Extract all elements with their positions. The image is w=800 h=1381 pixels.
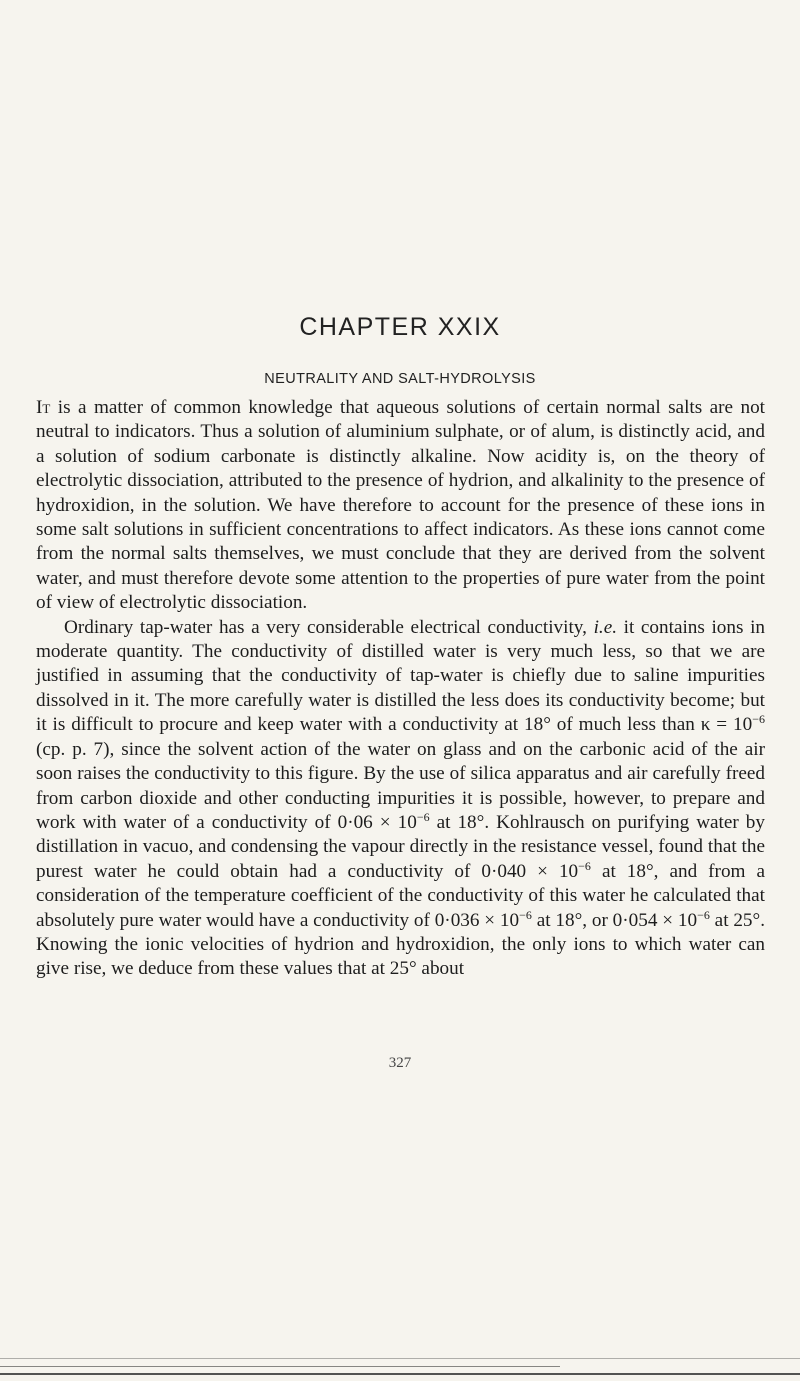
exponent: −6	[578, 858, 591, 873]
body-text	[36, 396, 765, 982]
exponent: −6	[697, 907, 710, 922]
paragraph-2-seg-4: at 18°. Kohlrausch on purifying water by distillation in vacuo, and condensing the vapour directly in the resistance vessel, found that the purest water he could obtain had a conductivity of 0·040 × 10	[36, 811, 765, 882]
exponent: −6	[752, 712, 765, 727]
chapter-subtitle: NEUTRALITY AND SALT-HYDROLYSIS	[264, 371, 536, 387]
exponent: −6	[416, 809, 430, 824]
scan-edge-line	[0, 1366, 560, 1367]
paragraph-2-seg-7: at 25°. Knowing the ionic velocities of hydrion and hydroxidion, the only ions to which water can give rise, we deduce from these values that at 25° about	[36, 909, 765, 980]
paragraph-2	[36, 616, 765, 982]
abbrev-ie: i.e.	[593, 616, 618, 638]
paragraph-2-seg-3: (cp. p. 7), since the solvent action of the water on glass and on the carbonic acid of the air soon raises the conductivity to this figure. By the use of silica apparatus and air carefully freed from carbon dioxide and other conducting impurities it is possible, however, to prepare and work with water of a conductivity of 0·06 × 10	[36, 738, 765, 833]
paragraph-2-seg-6: at 18°, or 0·054 × 10	[531, 909, 698, 931]
paragraph-2-seg-2: it contains ions in moderate quantity. The conductivity of distilled water is very much less, so that we are justified in assuming that the conductivity of tap-water is chiefly due to saline impurities dissolved in it. The more carefully water is distilled the less does its conductivity become; but it is difficult to procure and keep water with a conductivity at 18° of much less than κ = 10	[36, 616, 765, 736]
paragraph-1	[36, 396, 765, 616]
page-number: 327	[388, 1055, 412, 1071]
paragraph-1-text: is a matter of common knowledge that aqueous solutions of certain normal salts are not neutral to indicators. Thus a solution of aluminium sulphate, or of alum, is distinctly acid, and a solution of sodium carbonate is distinctly alkaline. Now acidity is, on the theory of electrolytic dissociation, attributed to the presence of hydrion, and alkalinity to the presence of hydroxidion, in the solution. We have therefore to account for the presence of these ions in some salt solutions in sufficient concentrations to affect indicators. As these ions cannot come from the normal salts themselves, we must conclude that they are derived from the solvent water, and must therefore devote some attention to the properties of pure water from the point of view of electrolytic dissociation.	[36, 397, 765, 614]
paragraph-2-seg-1: Ordinary tap-water has a very considerable electrical conductivity,	[64, 616, 594, 638]
paragraph-lead-word: It	[36, 397, 51, 418]
scan-edge-line	[0, 1358, 800, 1359]
exponent: −6	[519, 907, 532, 922]
chapter-title: CHAPTER XXIX	[299, 313, 501, 341]
scan-edge-line	[0, 1373, 800, 1375]
paragraph-2-seg-5: at 18°, and from a consideration of the temperature coefficient of the conductivity of this water he calculated that absolutely pure water would have a conductivity of 0·036 × 10	[36, 860, 765, 931]
